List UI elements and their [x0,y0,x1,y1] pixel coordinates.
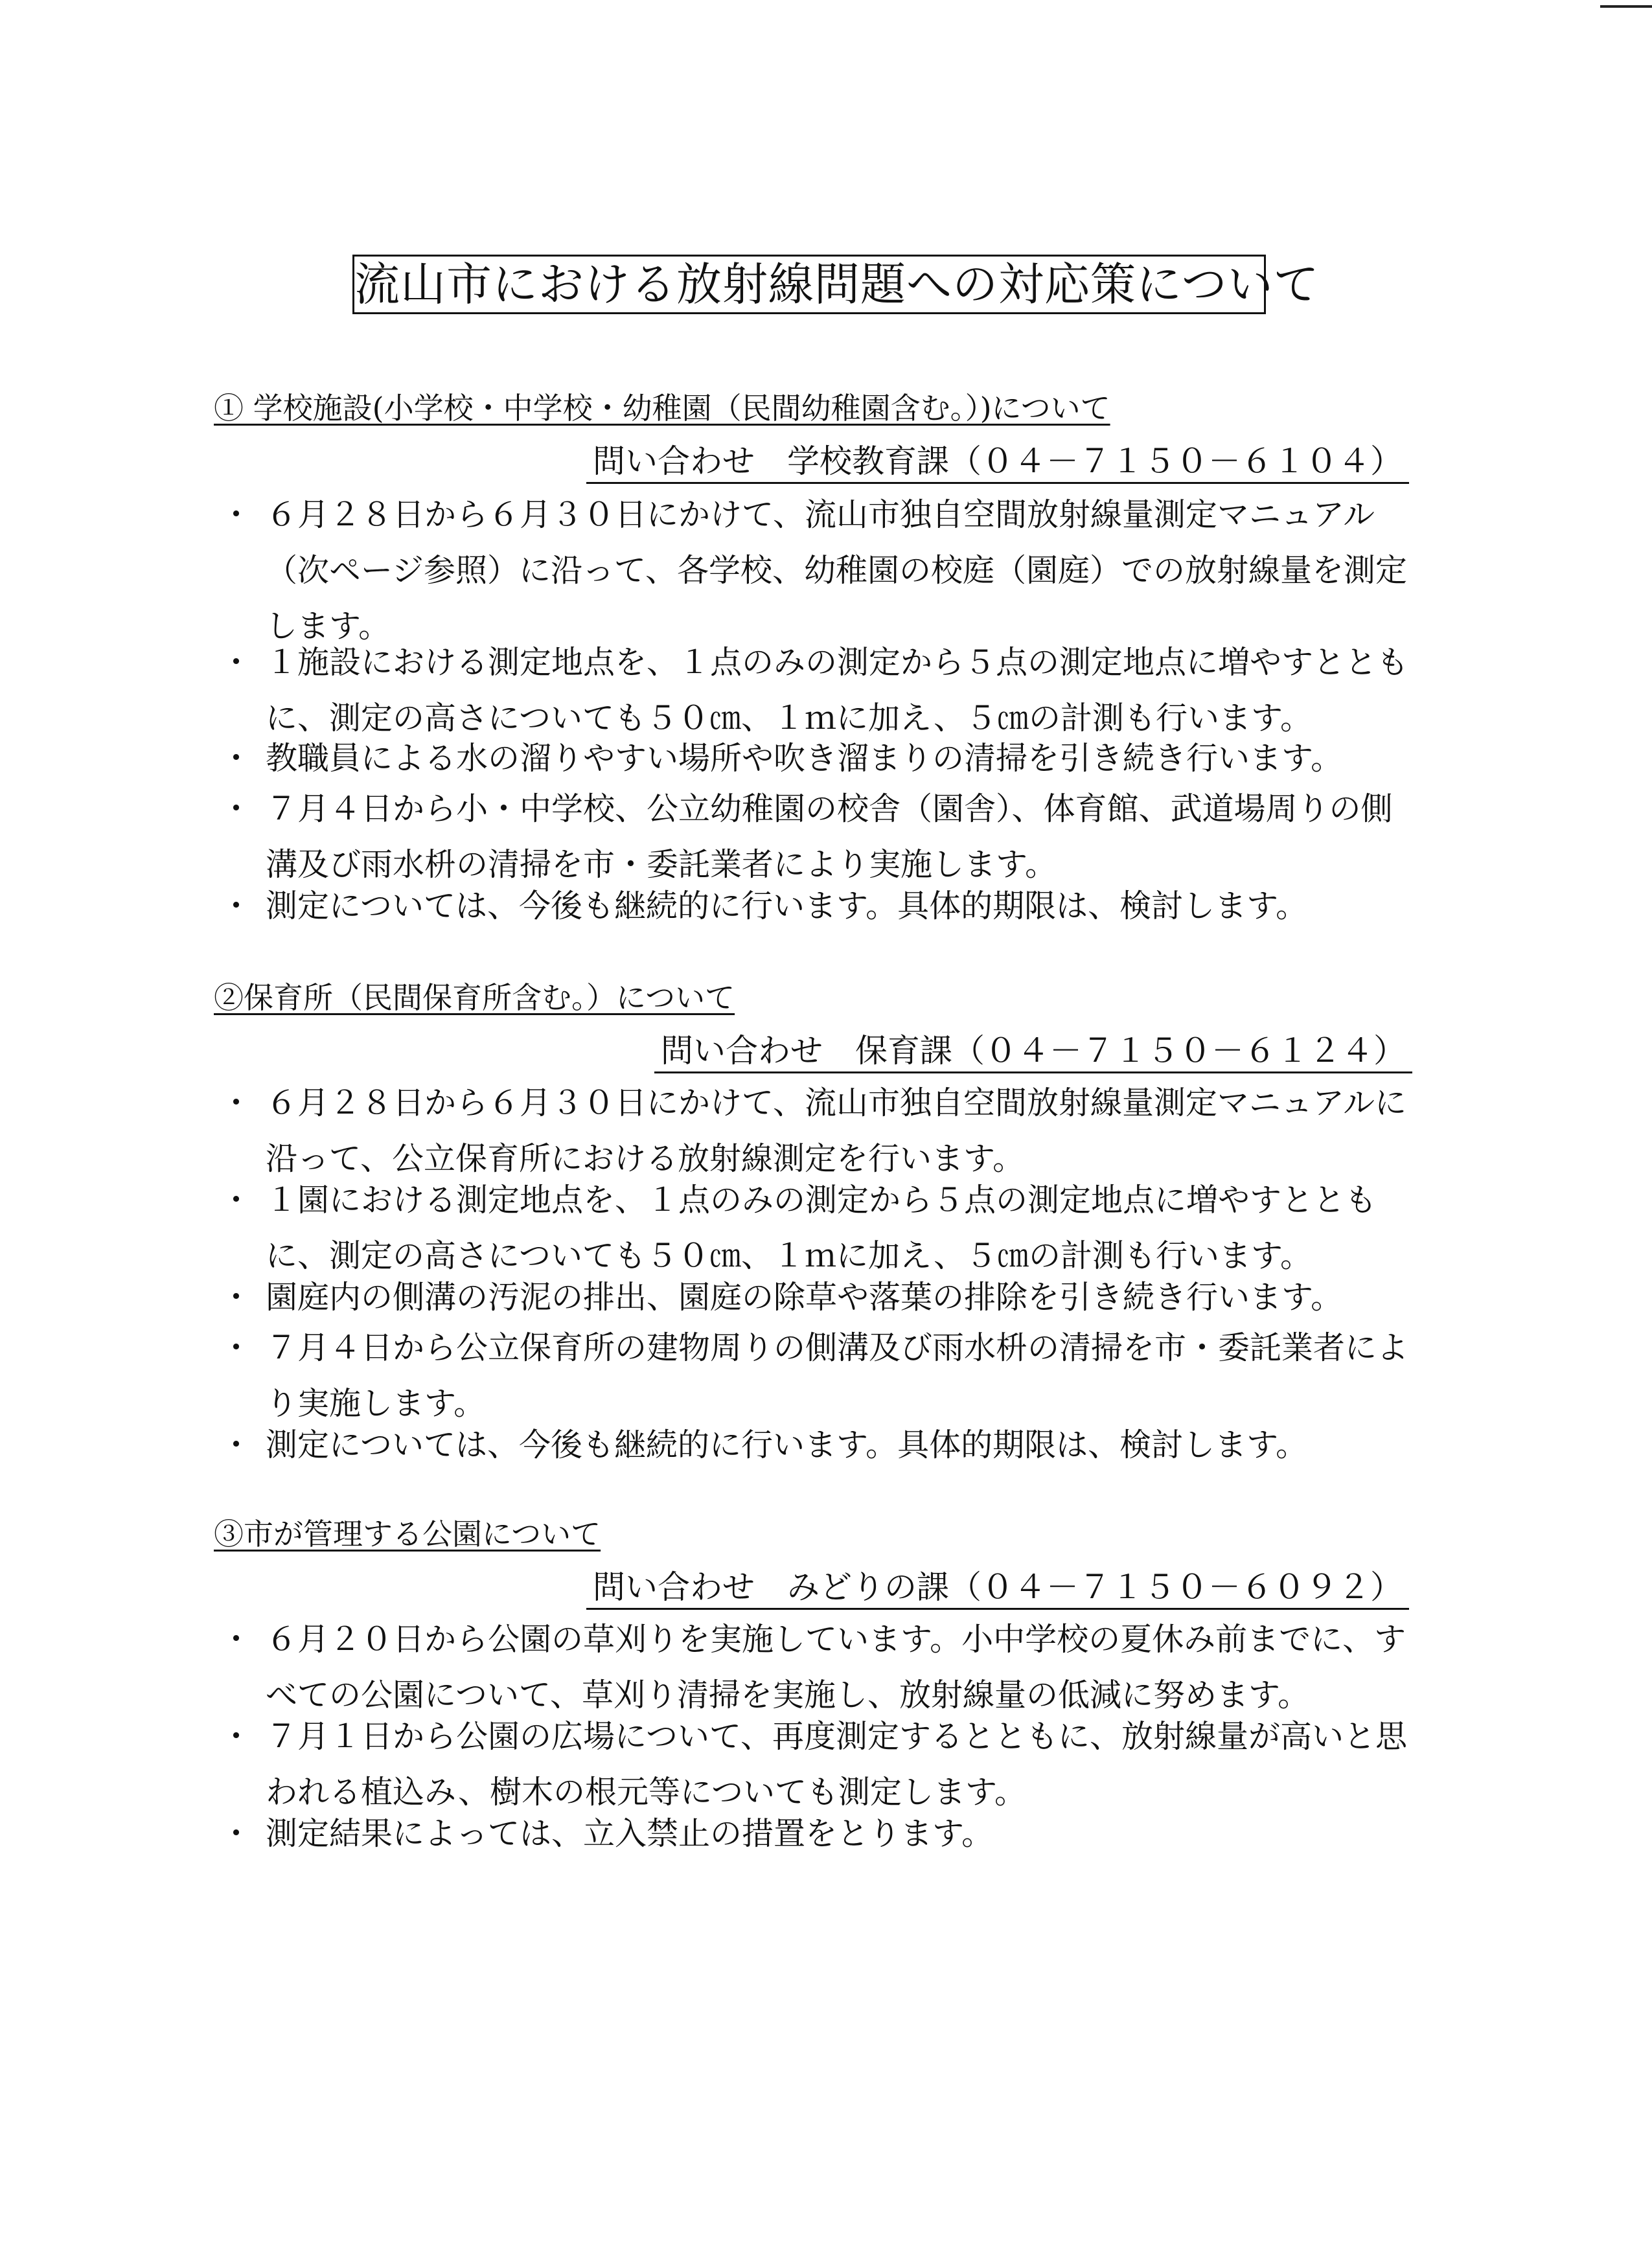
document-title: 流山市における放射線問題への対応策について [352,255,1266,314]
list-item-text: ７月１日から公園の広場について、再度測定するとともに、放射線量が高いと思われる植込み、樹木の根元等についても測定します。 [266,1718,1408,1811]
bullet-icon: ・ [220,1621,253,1658]
list-item [214,1709,1419,1820]
bullet-icon: ・ [220,496,253,533]
list-item [214,635,1419,746]
list-item-text: ６月２０日から公園の草刈りを実施しています。小中学校の夏休み前までに、すべての公園について、草刈り清掃を実施し、放射線量の低減に努めます。 [266,1621,1406,1713]
list-item [214,1320,1419,1432]
list-item [214,781,1419,893]
list-item-text: ６月２８日から６月３０日にかけて、流山市独自空間放射線量測定マニュアルに沿って、公立保育所における放射線測定を行います。 [266,1084,1407,1177]
section-heading-nurseries: ②保育所（民間保育所含む。）について [214,980,735,1015]
list-item-text: 測定については、今後も継続的に行います。具体的期限は、検討します。 [266,888,1308,924]
list-item [214,1612,1419,1723]
section-heading-schools: ① 学校施設(小学校・中学校・幼稚園（民間幼稚園含む。）)について [214,391,1110,426]
section-heading-parks: ③市が管理する公園について [214,1517,601,1552]
list-item-text: 測定については、今後も継続的に行います。具体的期限は、検討します。 [266,1426,1308,1463]
list-item-text: ６月２８日から６月３０日にかけて、流山市独自空間放射線量測定マニュアル（次ページ参照）に沿って、各学校、幼稚園の校庭（園庭）での放射線量を測定します。 [266,496,1408,645]
list-item-text: 園庭内の側溝の汚泥の排出、園庭の除草や落葉の排除を引き続き行います。 [266,1279,1343,1316]
bullet-icon: ・ [220,740,253,777]
list-item [214,487,1419,654]
bullet-icon: ・ [220,1815,253,1852]
list-item [214,1075,1419,1187]
bullet-icon: ・ [220,1718,253,1755]
bullet-icon: ・ [220,1279,253,1316]
list-item-text: 教職員による水の溜りやすい場所や吹き溜まりの清掃を引き続き行います。 [266,740,1343,777]
bullet-icon: ・ [220,644,253,681]
list-item-text: １施設における測定地点を、１点のみの測定から５点の測定地点に増やすとともに、測定の高さについても５０㎝、１ｍに加え、５㎝の計測も行います。 [266,644,1409,737]
bullet-icon: ・ [220,1329,253,1366]
scan-mark [1600,5,1652,8]
bullet-icon: ・ [220,1084,253,1121]
list-item-text: ７月４日から小・中学校、公立幼稚園の校舎（園舎）、体育館、武道場周りの側溝及び雨水枡の清掃を市・委託業者により実施します。 [266,790,1393,883]
list-item-text: 測定結果によっては、立入禁止の措置をとります。 [266,1815,994,1852]
list-item [214,1270,1419,1325]
list-item [214,1173,1419,1284]
bullet-icon: ・ [220,888,253,924]
section-contact-parks: 問い合わせ みどりの課（０４－７１５０－６０９２） [586,1566,1409,1610]
list-item [214,731,1419,786]
list-item [214,878,1419,934]
bullet-icon: ・ [220,1426,253,1463]
list-item [214,1417,1419,1473]
bullet-icon: ・ [220,1182,253,1219]
bullet-icon: ・ [220,790,253,827]
list-item-text: １園における測定地点を、１点のみの測定から５点の測定地点に増やすとともに、測定の高さについても５０㎝、１ｍに加え、５㎝の計測も行います。 [266,1182,1377,1274]
list-item [214,1806,1419,1862]
section-contact-nurseries: 問い合わせ 保育課（０４－７１５０－６１２４） [654,1030,1412,1073]
section-contact-schools: 問い合わせ 学校教育課（０４－７１５０－６１０４） [586,441,1409,484]
list-item-text: ７月４日から公立保育所の建物周りの側溝及び雨水枡の清掃を市・委託業者により実施します。 [266,1329,1409,1422]
